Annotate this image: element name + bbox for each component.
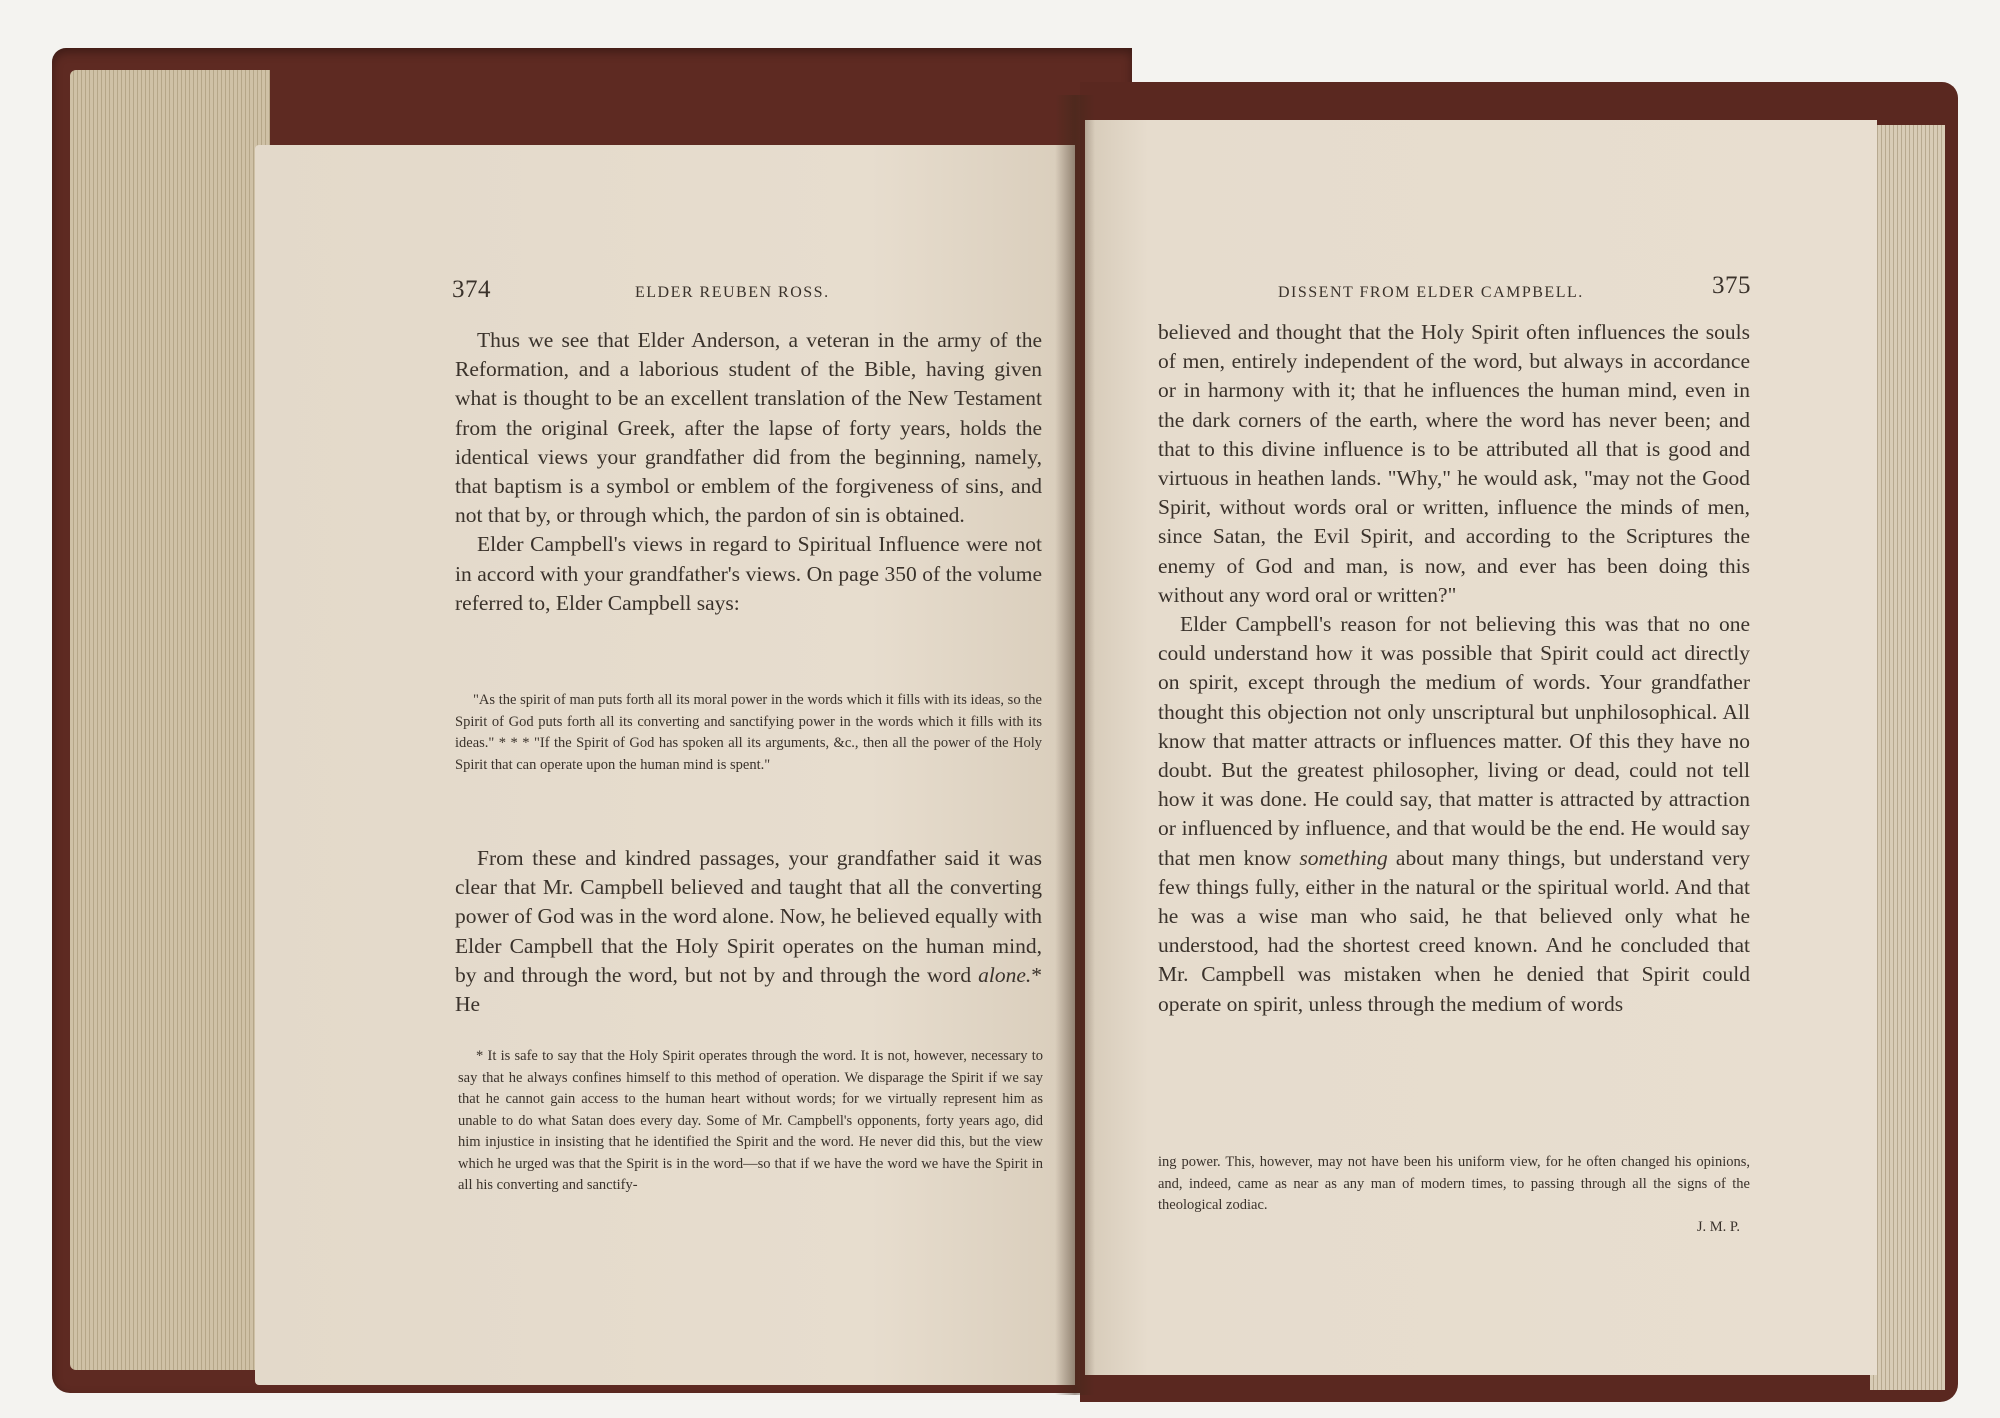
left-paragraph-3-emphasis: alone.	[978, 962, 1032, 987]
right-running-head: DISSENT FROM ELDER CAMPBELL.	[1278, 284, 1584, 301]
page-edges-left	[70, 70, 270, 1370]
right-paragraph-1: believed and thought that the Holy Spirit often influences the souls of men, entirely independent of the word, but always in accordance or in harmony with it; that he influences the human mind, even in the dark corners of the earth, where the word has never been; and that to this divine influence is to be attributed all that is good and virtuous in heathen lands. "Why," he would ask, "may not the Good Spirit, without words oral or written, influence the minds of men, since Satan, the Evil Spirit, and according to the Scriptures the enemy of God and man, is now, and ever has been doing this without any word oral or written?"	[1158, 320, 1750, 607]
right-page-number: 375	[1712, 272, 1751, 299]
left-page-body	[455, 326, 1042, 618]
left-footnote-text: * It is safe to say that the Holy Spirit operates through the word. It is not, however, necessary to say that he always confines himself to this method of operation. We disparage the Spirit if we say that he cannot gain access to the human heart without words; for we virtually represent him as unable to do what Satan does every day. Some of Mr. Campbell's opponents, forty years ago, did him injustice in insisting that he identified the Spirit and the word. He never did this, but the view which he urged was that the Spirit is in the word—so that if we have the word we have the Spirit in all his converting and sanctify-	[458, 1048, 1043, 1193]
right-paragraph-2	[1158, 610, 1750, 1019]
right-footnote	[1158, 1152, 1750, 1238]
quote-text: "As the spirit of man puts forth all its moral power in the words which it fills with its ideas, so the Spirit of God puts forth all its converting and sanctifying power in the words which it fills with its ideas." * * * "If the Spirit of God has spoken all its arguments, &c., then all the power of the Holy Spirit that can operate upon the human mind is spent."	[455, 692, 1042, 773]
left-running-head: ELDER REUBEN ROSS.	[635, 284, 830, 301]
left-paragraph-2: Elder Campbell's views in regard to Spiritual Influence were not in accord with your grandfather's views. On page 350 of the volume referred to, Elder Campbell says:	[455, 532, 1042, 615]
left-paragraph-3-text: From these and kindred passages, your grandfather said it was clear that Mr. Campbell believed and taught that all the converting power of God was in the word alone. Now, he believed equally with Elder Campbell that the Holy Spirit operates on the human mind, by and through the word, but not by and through the word	[455, 846, 1042, 987]
footnote-signature: J. M. P.	[1696, 1218, 1740, 1235]
right-paragraph-2-tail: about many things, but understand very few things fully, either in the natural or the spiritual world. And that he was a wise man who said, he that believed only what he understood, had the shortest creed known. And he concluded that Mr. Campbell was mistaken when he denied that Spirit could operate on spirit, unless through the medium of words	[1158, 845, 1750, 1016]
left-footnote	[458, 1046, 1043, 1197]
left-paragraph-3-tail: * He	[455, 962, 1042, 1017]
right-footnote-text: ing power. This, however, may not have been his uniform view, for he often changed his opinions, and, indeed, came as near as any man of modern times, to passing through all the signs of the theological zodiac.	[1158, 1154, 1750, 1213]
left-paragraph-3	[455, 844, 1042, 1019]
left-page-body-continued	[455, 844, 1042, 1019]
block-quote	[455, 690, 1042, 776]
left-paragraph-1: Thus we see that Elder Anderson, a veteran in the army of the Reformation, and a laborious student of the Bible, having given what is thought to be an excellent translation of the New Testament from the original Greek, after the lapse of forty years, holds the identical views your grandfather did from the beginning, namely, that baptism is a symbol or emblem of the forgiveness of sins, and not that by, or through which, the pardon of sin is obtained.	[455, 328, 1042, 528]
right-page-body	[1158, 318, 1750, 1019]
page-edges-right	[1870, 125, 1945, 1390]
left-page-number: 374	[452, 276, 491, 303]
right-paragraph-2-text: Elder Campbell's reason for not believing this was that no one could understand how it was possible that Spirit could act directly on spirit, except through the medium of words. Your grandfather thought this objection not only unscriptural but unphilosophical. All know that matter attracts or influences matter. Of this they have no doubt. But the greatest philosopher, living or dead, could not tell how it was done. He could say, that matter is attracted by attraction or influenced by influence, and that would be the end. He would say that men know	[1158, 612, 1750, 870]
book-spine-gutter	[1055, 95, 1095, 1395]
right-paragraph-2-emphasis: something	[1299, 845, 1388, 870]
